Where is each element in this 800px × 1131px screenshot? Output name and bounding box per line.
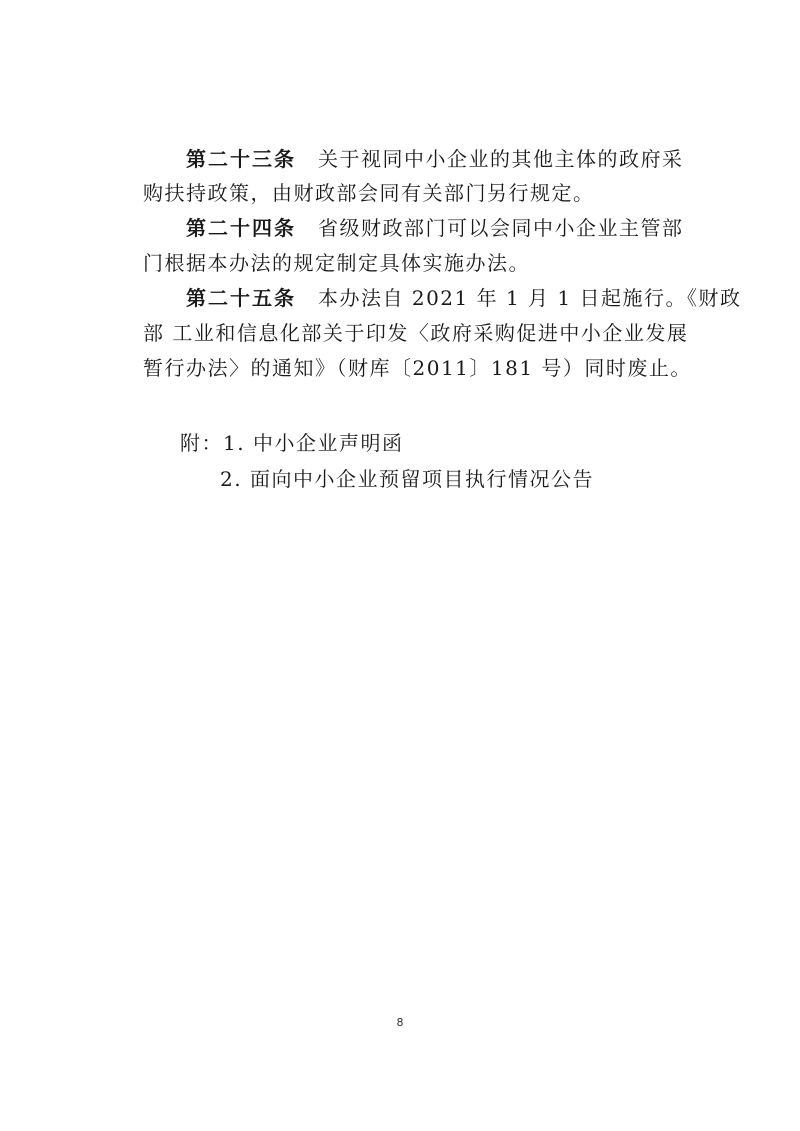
article-25-text-2: 部 工业和信息化部关于印发〈政府采购促进中小企业发展 xyxy=(143,321,689,345)
attachment-item-1: 1. 中小企业声明函 xyxy=(223,431,404,455)
article-24-text-1: 省级财政部门可以会同中小企业主管部 xyxy=(318,216,684,240)
article-25-line-2 xyxy=(143,321,688,345)
article-23-line-1 xyxy=(186,147,684,171)
article-24-text-2: 门根据本办法的规定制定具体实施办法。 xyxy=(143,251,530,275)
article-24-heading: 第二十四条 xyxy=(186,216,296,240)
article-23-text-1: 关于视同中小企业的其他主体的政府采 xyxy=(318,147,684,171)
article-25-line-3 xyxy=(143,356,692,380)
attachment-item-2: 2. 面向中小企业预留项目执行情况公告 xyxy=(220,467,594,491)
attachment-label: 附： xyxy=(180,431,223,455)
article-23-text-2: 购扶持政策，由财政部会同有关部门另行规定。 xyxy=(143,181,595,205)
article-23-line-2 xyxy=(143,181,595,205)
attachment-line-1 xyxy=(180,431,403,455)
page-number: 8 xyxy=(396,1016,404,1029)
attachment-line-2 xyxy=(220,467,594,491)
article-23-heading: 第二十三条 xyxy=(186,147,296,171)
article-24-line-1 xyxy=(186,216,684,240)
article-24-line-2 xyxy=(143,251,530,275)
article-25-line-1 xyxy=(186,286,742,310)
article-25-heading: 第二十五条 xyxy=(186,286,296,310)
article-25-text-3: 暂行办法〉的通知》（财库〔2011〕181 号）同时废止。 xyxy=(143,356,692,380)
article-25-text-1: 本办法自 2021 年 1 月 1 日起施行。《财政 xyxy=(318,286,742,310)
